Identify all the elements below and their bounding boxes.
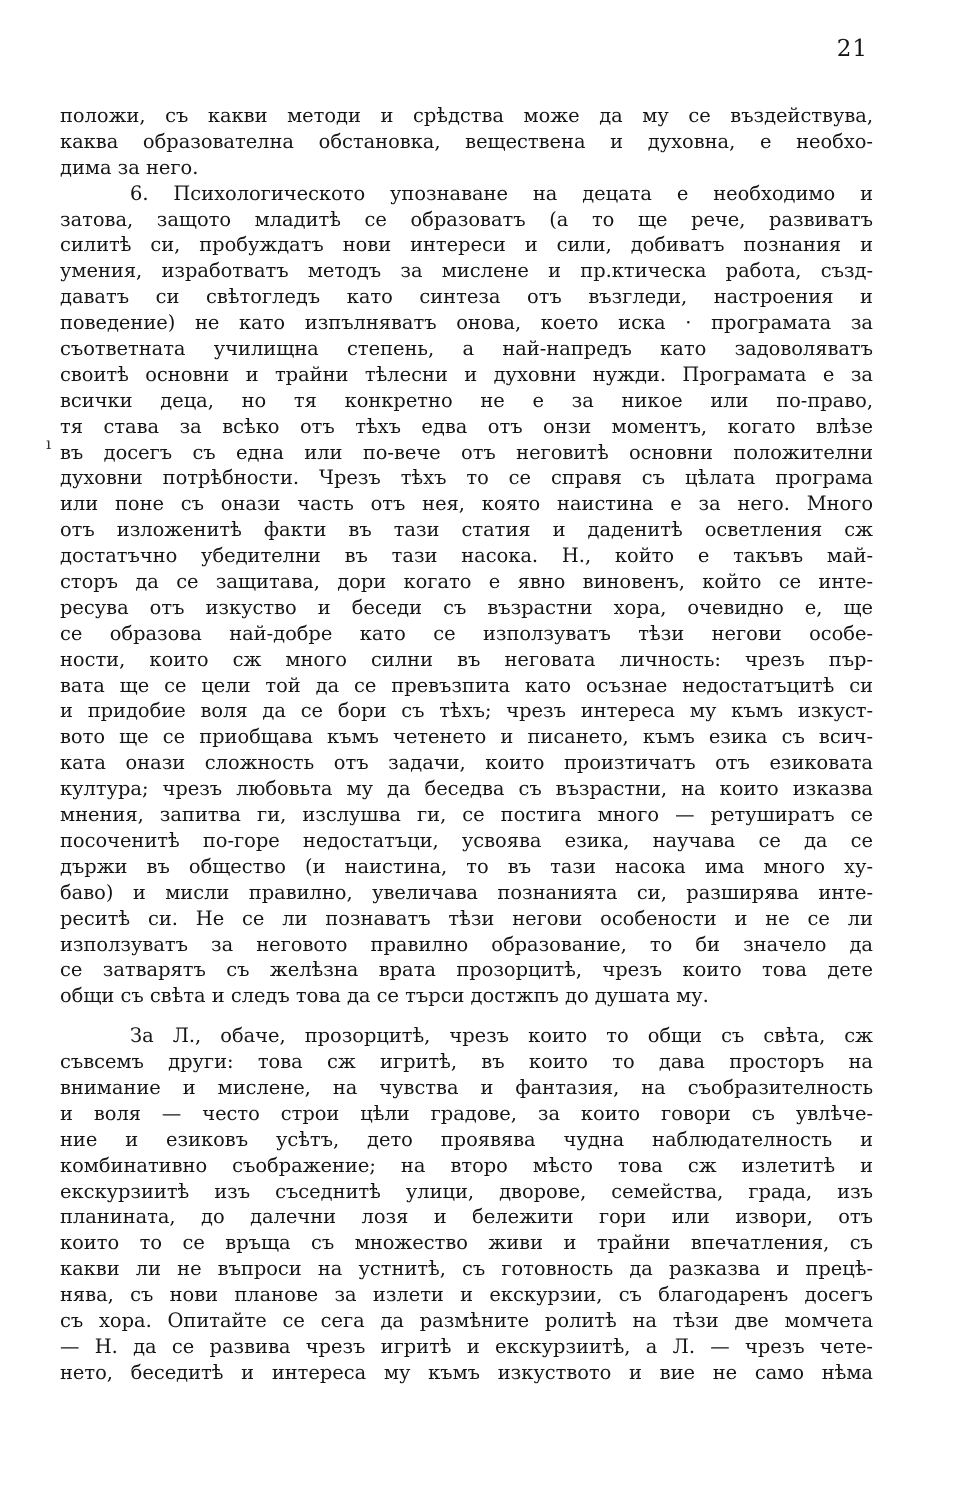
- text-line: дима за него.: [60, 155, 199, 179]
- paragraph: [60, 181, 873, 1010]
- text-line: силитѣ си, пробуждатъ нови интереси и сили, добиватъ познания и: [60, 233, 873, 257]
- text-line: какви ли не въпроси на устнитѣ, съ готовность да разказва и прецѣ-: [60, 1257, 873, 1281]
- text-line: отъ изложенитѣ факти въ тази статия и даденитѣ осветления сж: [60, 518, 873, 542]
- text-line: своитѣ основни и трайни тѣлесни и духовни нужди. Програмата е за: [60, 362, 873, 386]
- text-line: баво) и мисли правилно, увеличава познанията си, разширява инте-: [60, 880, 873, 904]
- paragraph: [60, 103, 873, 181]
- text-line: нето, беседитѣ и интереса му къмъ изкуството и вие не само нѣма: [60, 1360, 873, 1384]
- text-line: се образова най-добре като се използуватъ тѣзи негови особе-: [60, 621, 873, 645]
- text-line: съ хора. Опитайте се сега да размѣните ролитѣ на тѣзи две момчета: [60, 1308, 873, 1332]
- text-line: които то се връща съ множество живи и трайни впечатления, съ: [60, 1231, 873, 1255]
- text-line: тя става за всѣко отъ тѣхъ едва отъ онзи моментъ, когато влѣзе: [60, 414, 873, 438]
- text-line: сторъ да се защитава, дори когато е явно виновенъ, който се инте-: [60, 570, 873, 594]
- text-line: достатъчно убедителни въ тази насока. Н., който е такъвъ май-: [60, 544, 873, 568]
- text-line: посоченитѣ по-горе недостатъци, усвоява езика, научава се да се: [60, 828, 873, 852]
- text-line: вото ще се приобщава къмъ четенето и писането, къмъ езика съ всич-: [60, 725, 873, 749]
- text-line: съответната училищна степень, а най-напредъ като задоволяватъ: [60, 337, 873, 361]
- text-line: култура; чрезъ любовьта му да беседва съ възрастни, на които изказва: [60, 777, 873, 801]
- text-line: и придобие воля да се бори съ тѣхъ; чрезъ интереса му къмъ изкуст-: [60, 699, 873, 723]
- text-line: внимание и мислене, на чувства и фантазия, на съобразителность: [60, 1075, 873, 1099]
- text-line: ресува отъ изкуство и беседи съ възрастни хора, очевидно е, ще: [60, 595, 873, 619]
- text-line: ката онази сложность отъ задачи, които произтичатъ отъ езиковата: [60, 751, 873, 775]
- text-line: въ досегъ съ една или по-вече отъ неговитѣ основни положителни: [60, 440, 873, 464]
- text-line: реситѣ си. Не се ли познаватъ тѣзи негови особености и не се ли: [60, 906, 873, 930]
- text-line: каква образователна обстановка, веществена и духовна, е необхо-: [60, 129, 873, 153]
- paragraph-gap: [60, 1009, 873, 1023]
- text-line: планината, до далечни лозя и бележити гори или извори, отъ: [60, 1205, 873, 1229]
- text-line: даватъ си свѣтогледъ като синтеза отъ възгледи, настроения и: [60, 285, 873, 309]
- text-line: съвсемъ други: това сж игритѣ, въ които то дава просторъ на: [60, 1050, 873, 1074]
- text-line: комбинативно съображение; на второ мѣсто това сж излетитѣ и: [60, 1153, 873, 1177]
- text-line: положи, съ какви методи и срѣдства може да му се въздействува,: [60, 104, 873, 127]
- paragraph: [60, 1023, 873, 1385]
- text-line: или поне съ онази часть отъ нея, която наистина е за него. Много: [60, 492, 873, 516]
- margin-mark: ı: [46, 434, 52, 453]
- text-line: мнения, запитва ги, изслушва ги, се постига много — ретуширатъ се: [60, 803, 873, 827]
- page-number: 21: [836, 36, 868, 62]
- text-line: екскурзиитѣ изъ съседнитѣ улици, дворове, семейства, града, изъ: [60, 1179, 873, 1203]
- text-line: общи съ свѣта и следъ това да се търси достжпъ до душата му.: [60, 984, 709, 1008]
- text-line: — Н. да се развива чрезъ игритѣ и екскурзиитѣ, а Л. — чрезъ чете-: [60, 1334, 873, 1358]
- text-line: 6. Психологическото упознаване на децата е необходимо и: [130, 181, 873, 205]
- text-line: затова, защото младитѣ се образоватъ (а то ще рече, развиватъ: [60, 207, 873, 231]
- text-line: ности, които сж много силни въ неговата личность: чрезъ пър-: [60, 647, 873, 671]
- text-line: вата ще се цели той да се превъзпита като осъзнае недостатъцитѣ си: [60, 673, 873, 697]
- text-line: използуватъ за неговото правилно образование, то би значело да: [60, 932, 873, 956]
- text-line: държи въ общество (и наистина, то въ тази насока има много ху-: [60, 854, 873, 878]
- text-line: умения, изработватъ методъ за мислене и пр.ктическа работа, създ-: [60, 259, 873, 283]
- text-line: За Л., обаче, прозорцитѣ, чрезъ които то общи съ свѣта, сж: [130, 1024, 873, 1048]
- body-text: [60, 103, 873, 1386]
- text-line: нява, съ нови планове за излети и екскурзии, съ благодаренъ досегъ: [60, 1283, 873, 1307]
- text-line: всички деца, но тя конкретно не е за никое или по-право,: [60, 388, 873, 412]
- text-line: духовни потрѣбности. Чрезъ тѣхъ то се справя съ цѣлата програма: [60, 466, 873, 490]
- text-line: се затварятъ съ желѣзна врата прозорцитѣ, чрезъ които това дете: [60, 958, 873, 982]
- text-line: ние и езиковъ усѣтъ, дето проявява чудна наблюдателность и: [60, 1127, 873, 1151]
- text-line: и воля — често строи цѣли градове, за които говори съ увлѣче-: [60, 1101, 873, 1125]
- text-line: поведение) не като изпълняватъ онова, което иска · програмата за: [60, 311, 873, 335]
